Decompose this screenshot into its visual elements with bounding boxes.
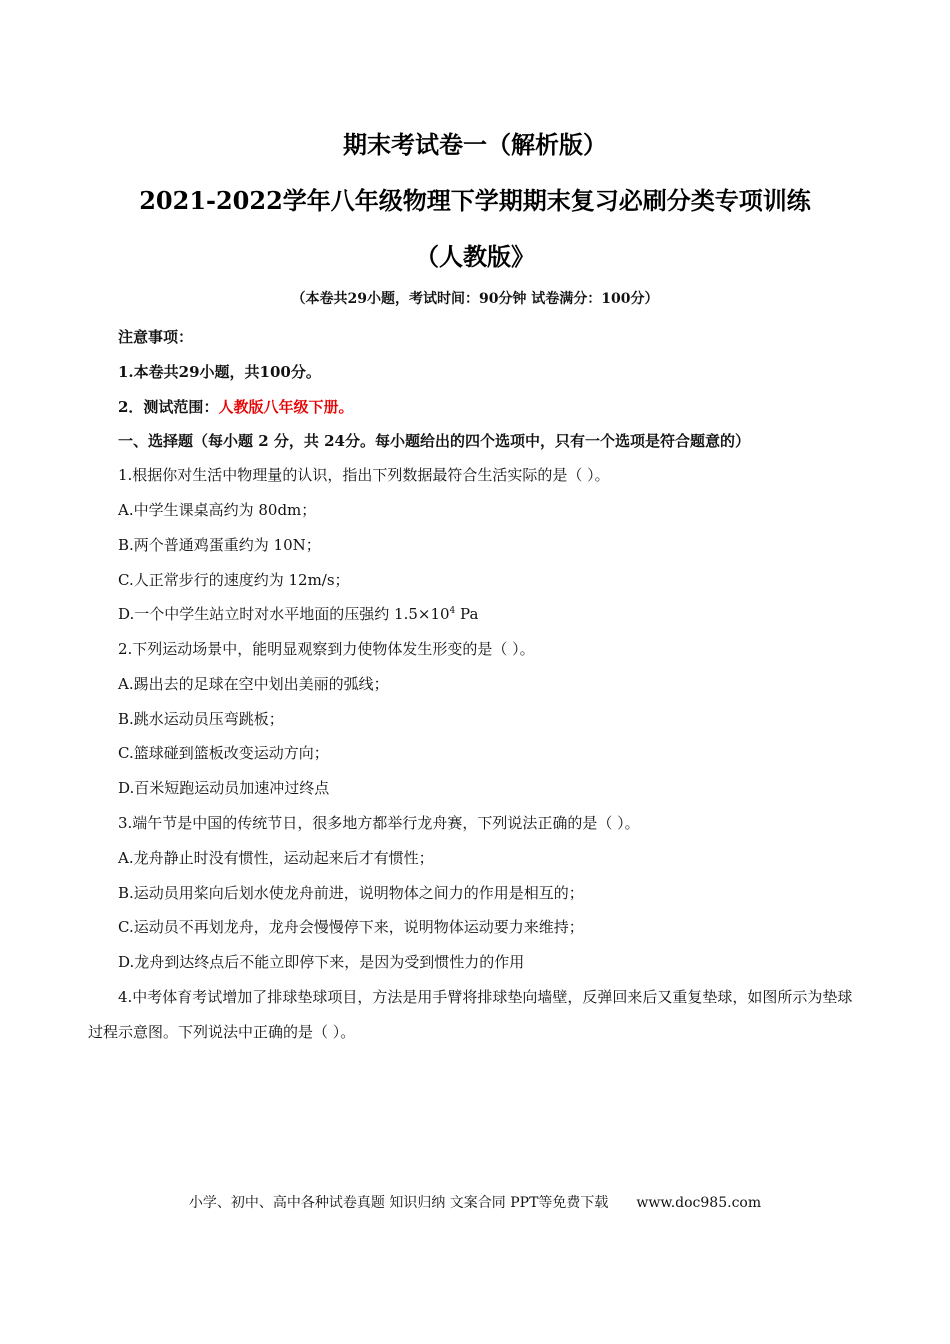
question-2-stem: 2.下列运动场景中，能明显观察到力使物体发生形变的是（ ）。 <box>118 640 535 658</box>
question-2-option-c: C.篮球碰到篮板改变运动方向； <box>118 744 329 762</box>
notes-item-1: 1.本卷共29小题，共100分。 <box>118 363 321 381</box>
option-d-text: D.一个中学生站立时对水平地面的压强约 1.5×10 <box>118 605 450 623</box>
question-3-stem: 3.端午节是中国的传统节日，很多地方都举行龙舟赛，下列说法正确的是（ ）。 <box>118 814 640 832</box>
footer-url[interactable]: www.doc985.com <box>636 1195 762 1211</box>
option-d-exponent: 4 <box>449 606 456 616</box>
question-3-option-a: A.龙舟静止时没有惯性，运动起来后才有惯性； <box>118 849 434 867</box>
notes-item-2-prefix: 2．测试范围： <box>118 398 219 416</box>
question-2-option-a: A.踢出去的足球在空中划出美丽的弧线； <box>118 675 389 693</box>
notes-heading: 注意事项： <box>118 328 194 346</box>
page-subtitle: 2021-2022学年八年级物理下学期期末复习必刷分类专项训练 <box>139 186 811 215</box>
question-1-option-b: B.两个普通鸡蛋重约为 10N； <box>118 536 321 554</box>
question-3-option-b: B.运动员用桨向后划水使龙舟前进，说明物体之间力的作用是相互的； <box>118 884 584 902</box>
page-subtitle-edition: （人教版》 <box>415 242 535 271</box>
question-2-option-b: B.跳水运动员压弯跳板； <box>118 710 284 728</box>
question-3-option-d: D.龙舟到达终点后不能立即停下来，是因为受到惯性力的作用 <box>118 953 525 971</box>
question-1-option-a: A.中学生课桌高约为 80dm； <box>118 501 317 519</box>
notes-item-2-highlight: 人教版八年级下册。 <box>218 398 354 416</box>
section-heading: 一、选择题（每小题 2 分，共 24分。每小题给出的四个选项中，只有一个选项是符合题意的） <box>118 432 750 450</box>
exam-meta: （本卷共29小题，考试时间：90分钟 试卷满分：100分） <box>291 291 659 307</box>
question-2-option-d: D.百米短跑运动员加速冲过终点 <box>118 779 330 797</box>
question-1-option-d <box>118 603 478 624</box>
option-d-unit: Pa <box>455 605 479 623</box>
question-4-stem: 4.中考体育考试增加了排球垫球项目，方法是用手臂将排球垫向墙壁，反弹回来后又重复垫球，如图所示为垫球过程示意图。下列说法中正确的是（ ）。 <box>88 988 853 1041</box>
question-3-option-c: C.运动员不再划龙舟，龙舟会慢慢停下来，说明物体运动要力来维持； <box>118 918 584 936</box>
page-footer <box>0 1192 950 1212</box>
question-1-stem: 1.根据你对生活中物理量的认识，指出下列数据最符合生活实际的是（ ）。 <box>118 466 610 484</box>
question-1-option-c: C.人正常步行的速度约为 12m/s； <box>118 571 350 589</box>
notes-item-2 <box>118 396 353 417</box>
page-title: 期末考试卷一（解析版） <box>343 130 607 159</box>
footer-text: 小学、初中、高中各种试卷真题 知识归纳 文案合同 PPT等免费下载 <box>188 1195 609 1211</box>
